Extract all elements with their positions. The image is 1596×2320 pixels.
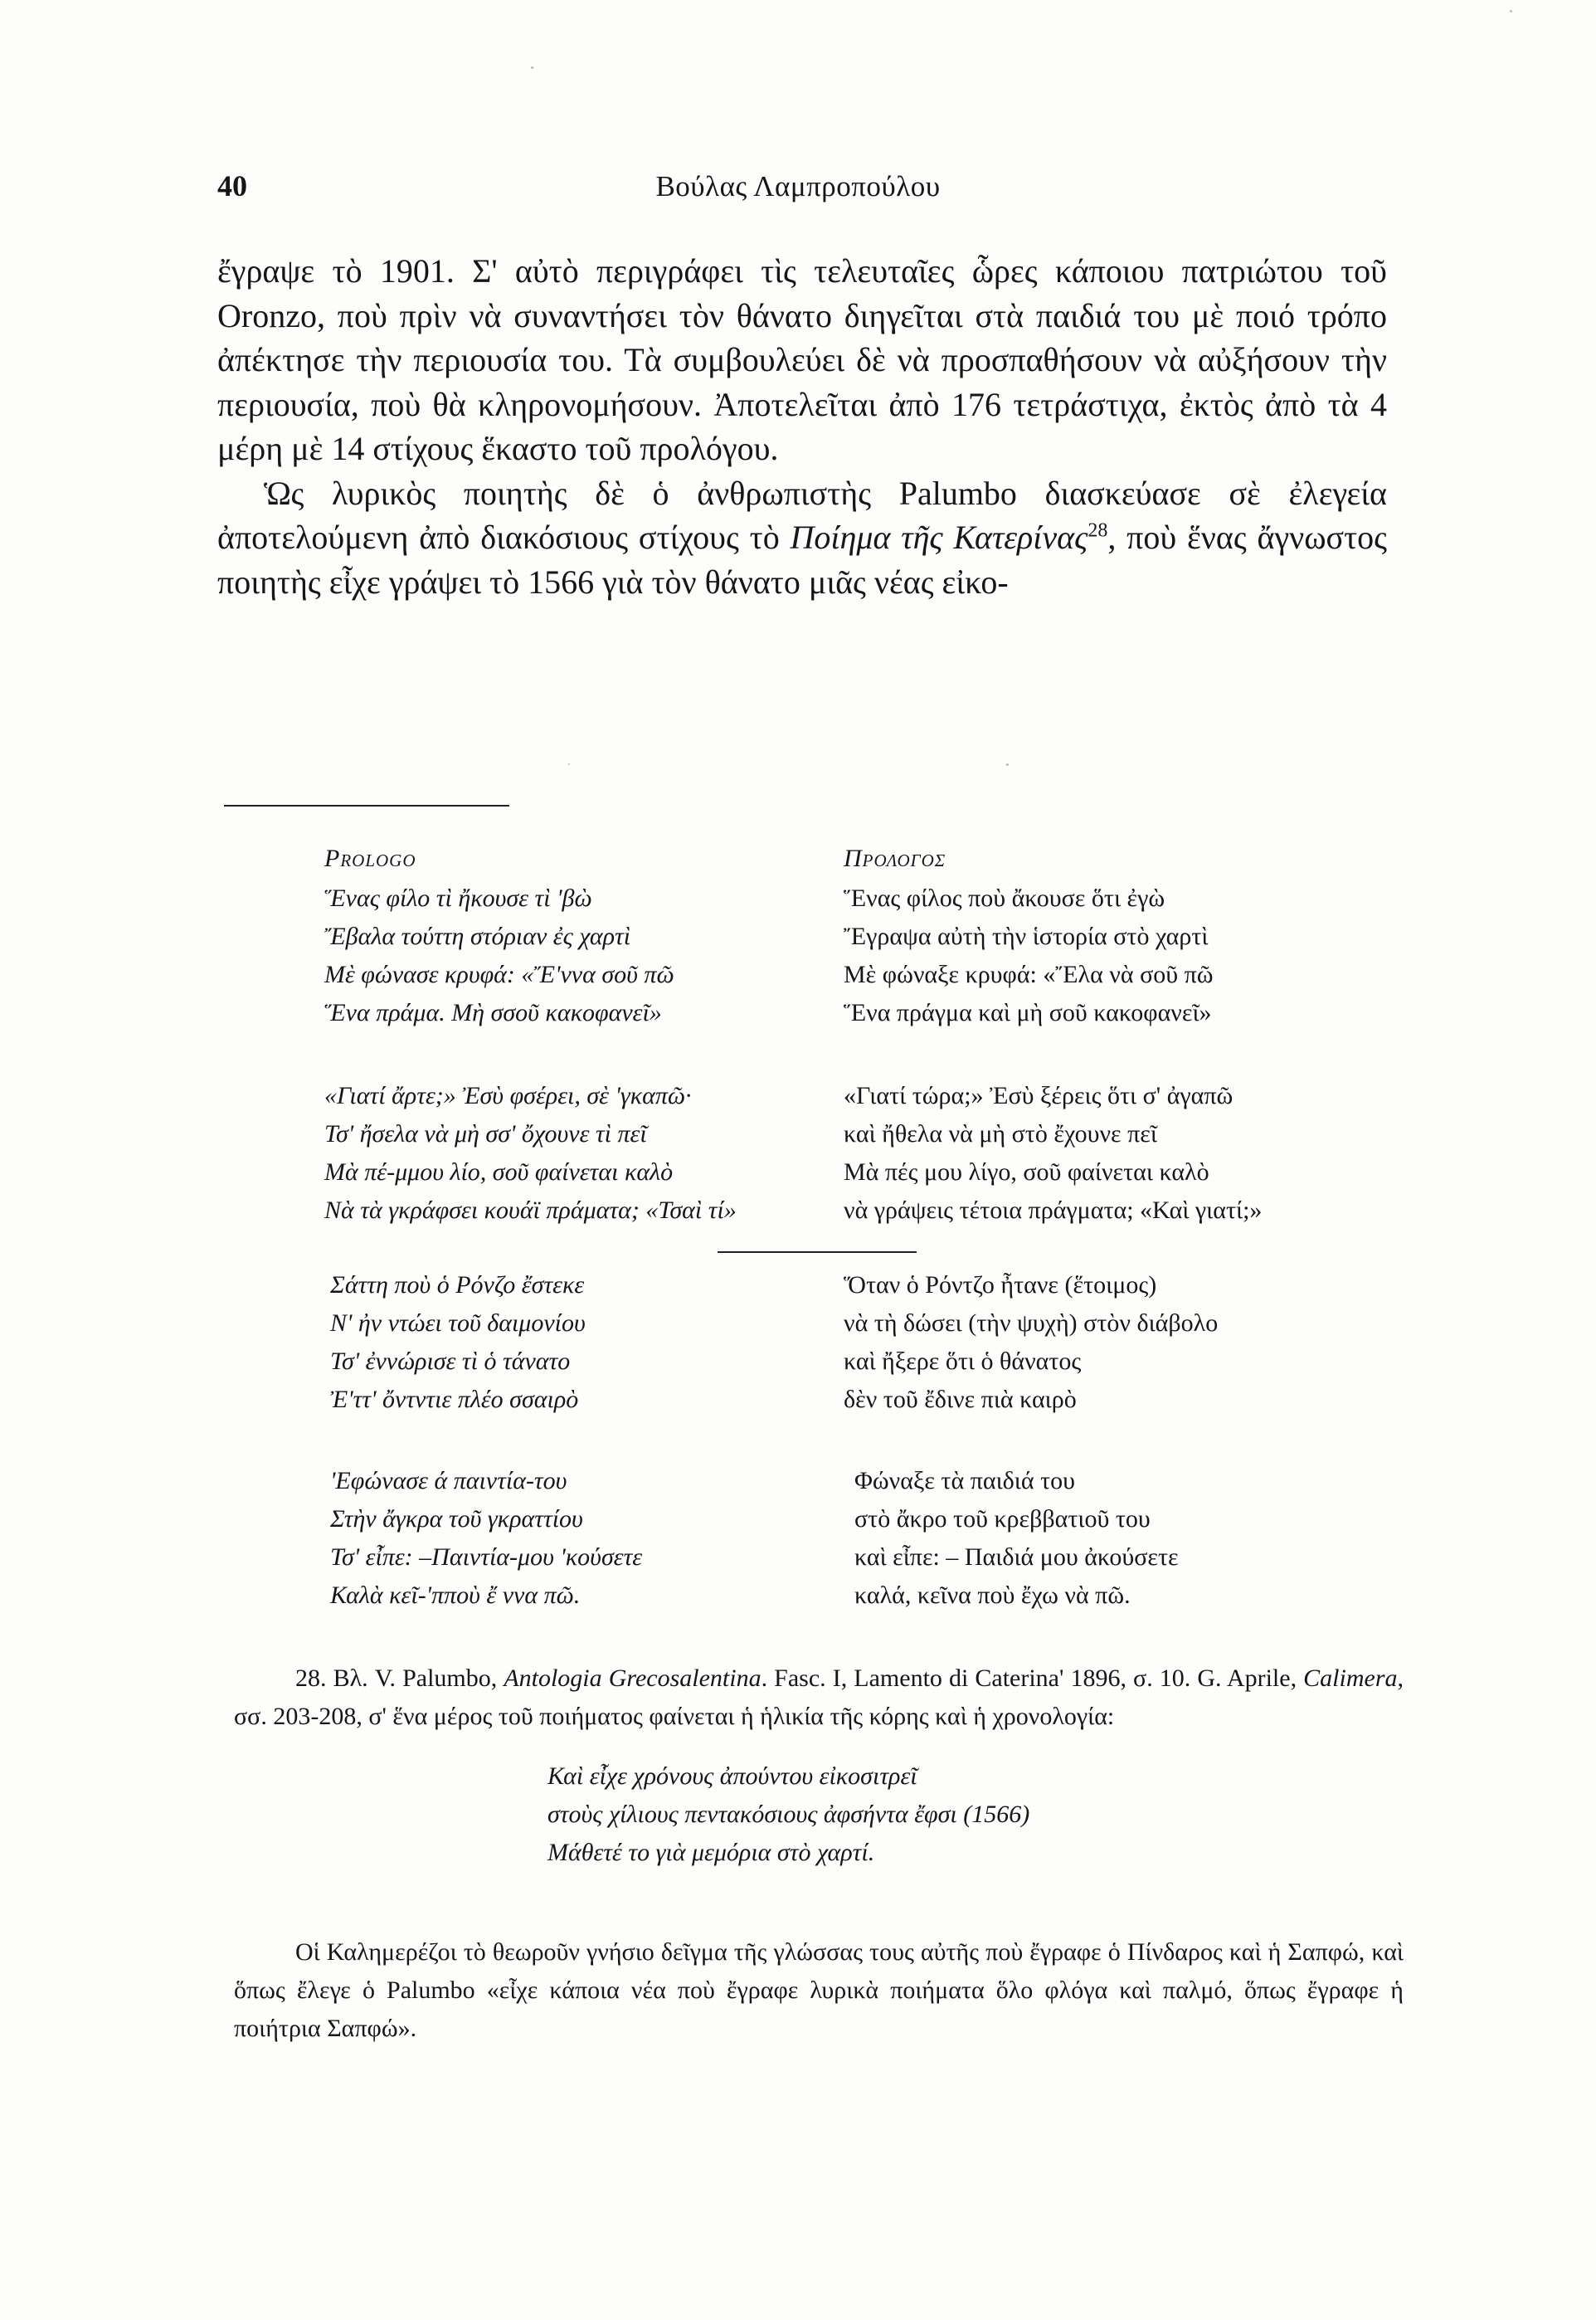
verse-line: Ἔβαλα τούττη στόριαν ἐς χαρτὶ	[324, 923, 631, 950]
verse-line: Ἕνας φίλο τὶ ἤκουσε τὶ 'βὼ	[324, 885, 592, 912]
verse-line: 'Εφώνασε ά παιντία-του	[330, 1467, 567, 1494]
quote-line: Μάθετέ το γιὰ μεμόρια στὸ χαρτί.	[547, 1839, 875, 1866]
verse-line: νὰ γράψεις τέτοια πράγματα; «Καὶ γιατί;»	[844, 1197, 1263, 1224]
closing-paragraph	[234, 1933, 1404, 2048]
footnote-text: . Fasc. I, Lamento di Caterina' 1896, σ. 10. G. Aprile,	[761, 1664, 1304, 1692]
verse-line: Ν' ἠν ντώει τοῦ δαιμονίου	[330, 1309, 586, 1337]
scan-speck	[1510, 10, 1512, 12]
quote-line: Καὶ εἶχε χρόνους ἀπούντου εἰκοσιτρεῖ	[547, 1762, 917, 1790]
footnote-text: , σσ. 203-208, σ' ἕνα μέρος τοῦ ποιήματος φαίνεται ἡ ἡλικία τῆς κόρης καὶ ἡ χρονολογία:	[234, 1664, 1404, 1730]
verse-line: Ἕνα πράγμα καὶ μὴ σοῦ κακοφανεῖ»	[844, 999, 1212, 1026]
left-heading: Prologo	[324, 845, 416, 872]
verse-line: Στὴν ἄγκρα τοῦ γκραττίου	[330, 1505, 583, 1533]
verse-right-stanza-3	[844, 1266, 1218, 1419]
verse-line: Ἐ'ττ' ὄντντιε πλέο σσαιρὸ	[330, 1386, 579, 1413]
verse-line: Ἕνας φίλος ποὺ ἄκουσε ὅτι ἐγὼ	[844, 885, 1165, 912]
paragraph-2	[217, 471, 1387, 605]
verse-line: Σάττη ποὺ ὁ Ρόνζο ἔστεκε	[330, 1271, 585, 1299]
verse-line: Ὅταν ὁ Ρόντζο ἦτανε (ἕτοιμος)	[844, 1271, 1157, 1299]
verse-left-stanza-2	[324, 1077, 737, 1230]
verse-line: καλά, κεῖνα ποὺ ἔχω νὰ πῶ.	[854, 1582, 1131, 1609]
scan-speck	[1006, 763, 1009, 766]
closing-text: Οἱ Καλημερέζοι τὸ θεωροῦν γνήσιο δεῖγμα τῆς γλώσσας τους αὐτῆς ποὺ ἔγραφε ὁ Πίνδαρος καὶ ἡ Σαπφώ, καὶ ὅπως ἔλεγε ὁ Palumbo «εἶχε κάποια νέα ποὺ ἔγραφε λυρικὰ ποιήματα ὅλο φλόγα καὶ παλμό, ὅπως ἔγραφε ἡ ποιήτρια Σαπφώ».	[234, 1938, 1404, 2042]
verse-line: Μὰ πές μου λίγο, σοῦ φαίνεται καλὸ	[844, 1158, 1209, 1186]
page-number: 40	[217, 169, 247, 202]
verse-line: δὲν τοῦ ἔδινε πιὰ καιρὸ	[844, 1386, 1077, 1413]
body-text	[217, 249, 1387, 604]
column-separator-rule	[718, 1251, 917, 1253]
verse-line: καὶ εἶπε: – Παιδιά μου ἀκούσετε	[854, 1543, 1179, 1571]
verse-line: Ἔγραψα αὐτὴ τὴν ἱστορία στὸ χαρτὶ	[844, 923, 1209, 950]
verse-line: νὰ τὴ δώσει (τὴν ψυχὴ) στὸν διάβολο	[844, 1309, 1219, 1337]
footnote-work-title: Calimera	[1303, 1664, 1398, 1692]
verse-line: Μὰ πέ-μμου λίο, σοῦ φαίνεται καλὸ	[324, 1158, 674, 1186]
verse-line: Μὲ φώναξε κρυφά: «Ἔλα νὰ σοῦ πῶ	[844, 961, 1214, 988]
paragraph-2-end: , ποὺ ἕνας ἄγνωστος ποιητὴς εἶχε γράψει τὸ 1566 γιὰ τὸν θάνατο μιᾶς νέας εἰκο-	[217, 519, 1388, 601]
poem-title: Ποίημα τῆς Κατερίνας	[790, 519, 1088, 556]
verse-left-stanza-4	[330, 1462, 642, 1615]
verse-line: Καλὰ κεῖ-'πποὺ ἔ ννα πῶ.	[330, 1582, 581, 1609]
verse-line: Τσ' εἶπε: –Παιντία-μου 'κούσετε	[330, 1543, 643, 1571]
verse-right-stanza-2	[844, 1077, 1262, 1230]
verse-line: Ἕνα πράμα. Μὴ σσοῦ κακοφανεῖ»	[324, 999, 662, 1026]
footnote-quote	[547, 1757, 1029, 1872]
verse-right-stanza-1	[844, 840, 1214, 1032]
footnote-28	[234, 1660, 1404, 1736]
verse-left-stanza-1	[324, 840, 674, 1032]
verse-line: Τσ' ἤσελα νὰ μὴ σσ' ὄχουνε τὶ πεῖ	[324, 1120, 647, 1148]
quote-line: στοὺς χίλιους πεντακόσιους ἀφσήντα ἔφσι (1566)	[547, 1801, 1030, 1828]
verse-line: καὶ ἤθελα νὰ μὴ στὸ ἔχουνε πεῖ	[844, 1120, 1157, 1148]
scan-speck	[568, 763, 570, 765]
verse-left-stanza-3	[330, 1266, 586, 1419]
paragraph-2-start: Ὡς λυρικὸς ποιητὴς δὲ ὁ ἀνθρωπιστὴς Palumbo διασκεύασε σὲ ἐλεγεία ἀποτελούμενη ἀπὸ διακόσιους στίχους τὸ	[217, 474, 1387, 556]
footnote-separator	[224, 805, 509, 807]
footnote-ref: 28	[1088, 519, 1108, 542]
paragraph-1: ἔγραψε τὸ 1901. Σ' αὐτὸ περιγράφει τὶς τελευταῖες ὧρες κάποιου πατριώτου τοῦ Oronzo, ποὺ πρὶν νὰ συναντήσει τὸν θάνατο διηγεῖται στὰ παιδιά του μὲ ποιό τρόπο ἀπέκτησε τὴν περιουσία του. Τὰ συμβουλεύει δὲ νὰ προσπαθήσουν νὰ αὐξήσουν τὴν περιουσία, ποὺ θὰ κληρονομήσουν. Ἀποτελεῖται ἀπὸ 176 τετράστιχα, ἐκτὸς ἀπὸ τὰ 4 μέρη μὲ 14 στίχους ἕκαστο τοῦ προλόγου.	[217, 252, 1387, 467]
running-title: Βούλας Λαμπροπούλου	[655, 170, 941, 202]
verse-line: Νὰ τὰ γκράφσει κουάϊ πράματα; «Τσαὶ τί»	[324, 1197, 737, 1224]
verse-line: Μὲ φώνασε κρυφά: «Ἔ'ννα σοῦ πῶ	[324, 961, 674, 988]
verse-line: καὶ ἤξερε ὅτι ὁ θάνατος	[844, 1348, 1082, 1375]
footnote-number: 28.	[295, 1664, 327, 1692]
verse-line: «Γιατί ἄρτε;» Ἐσὺ φσέρει, σὲ 'γκαπῶ·	[324, 1082, 692, 1109]
scan-speck	[531, 66, 533, 69]
right-heading: Προλογος	[844, 845, 946, 872]
verse-line: στὸ ἄκρο τοῦ κρεββατιοῦ του	[854, 1505, 1151, 1533]
verse-right-stanza-4	[854, 1462, 1179, 1615]
footnote-text: Βλ. V. Palumbo,	[326, 1664, 504, 1692]
verse-line: «Γιατί τώρα;» Ἐσὺ ξέρεις ὅτι σ' ἀγαπῶ	[844, 1082, 1233, 1109]
verse-line: Τσ' ἐννώρισε τὶ ὁ τάνατο	[330, 1348, 571, 1375]
verse-line: Φώναξε τὰ παιδιά του	[854, 1467, 1075, 1494]
footnote-work-title: Antologia Grecosalentina	[504, 1664, 762, 1692]
